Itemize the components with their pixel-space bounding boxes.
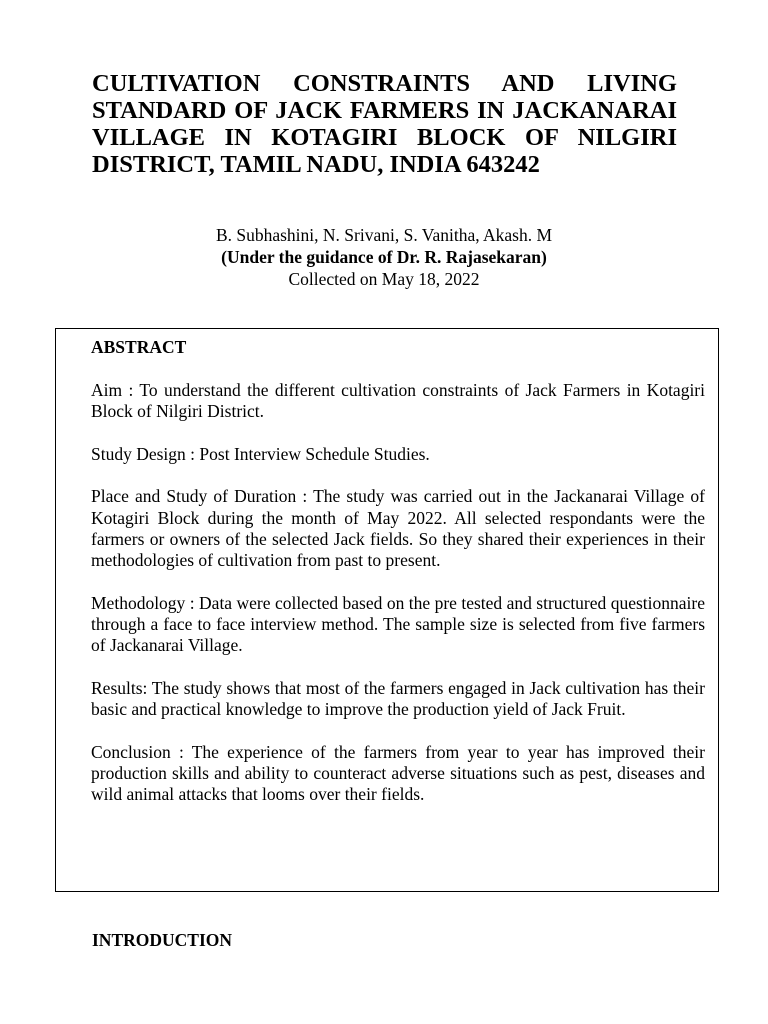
abstract-place-duration: Place and Study of Duration : The study was carried out in the Jackanarai Village of Kotagiri Block during the month of May 2022. All selected respondants were the farmers or owners of the selected Jack fields. So they shared their experiences in their methodologies of cultivation from past to present. xyxy=(91,486,705,570)
abstract-aim: Aim : To understand the different cultivation constraints of Jack Farmers in Kotagiri Block of Nilgiri District. xyxy=(91,379,705,421)
abstract-heading: ABSTRACT xyxy=(91,337,187,357)
guidance-note: (Under the guidance of Dr. R. Rajasekaran) xyxy=(221,247,547,267)
abstract-methodology: Methodology : Data were collected based on the pre tested and structured questionnaire through a face to face interview method. The sample size is selected from five farmers of Jackanarai Village. xyxy=(91,592,705,656)
abstract-content xyxy=(91,337,705,827)
abstract-conclusion: Conclusion : The experience of the farmers from year to year has improved their production skills and ability to counteract adverse situations such as pest, diseases and wild animal attacks that looms over their fields. xyxy=(91,741,705,805)
abstract-study-design: Study Design : Post Interview Schedule Studies. xyxy=(91,443,430,464)
abstract-results: Results: The study shows that most of the farmers engaged in Jack cultivation has their basic and practical knowledge to improve the production yield of Jack Fruit. xyxy=(91,677,705,719)
collection-date: Collected on May 18, 2022 xyxy=(288,269,480,289)
paper-title: CULTIVATION CONSTRAINTS AND LIVING STANDARD OF JACK FARMERS IN JACKANARAI VILLAGE IN KOTAGIRI BLOCK OF NILGIRI DISTRICT, TAMIL NADU, INDIA 643242 xyxy=(92,70,677,178)
abstract-box xyxy=(55,328,719,892)
introduction-heading: INTRODUCTION xyxy=(92,930,233,950)
author-list: B. Subhashini, N. Srivani, S. Vanitha, Akash. M xyxy=(215,225,553,245)
